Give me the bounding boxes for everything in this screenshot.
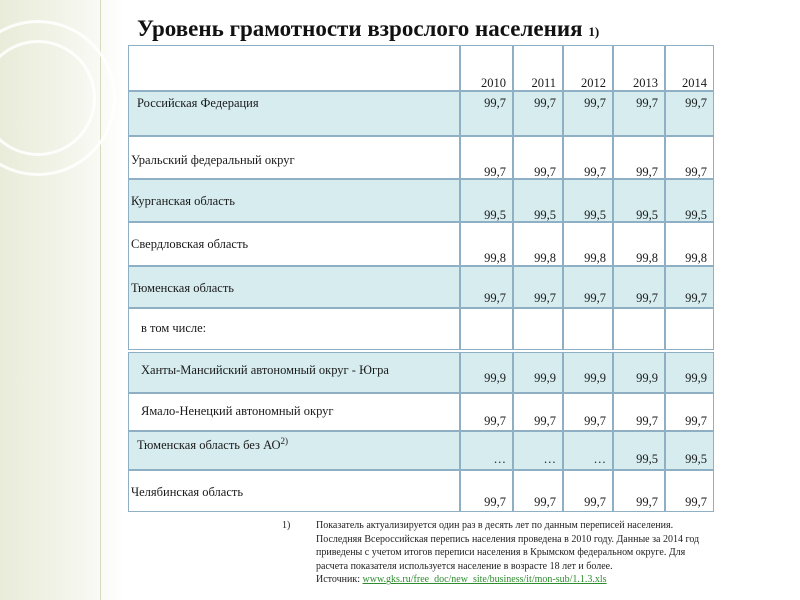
value-cell — [563, 393, 613, 431]
value-cell — [613, 431, 665, 470]
value-text: 99,7 — [636, 414, 658, 428]
table-row-label — [128, 91, 460, 136]
value-text: 99,5 — [685, 208, 707, 222]
value-text: 99,5 — [484, 208, 506, 222]
value-text: 99,7 — [484, 291, 506, 305]
value-cell — [613, 179, 665, 222]
value-text: 99,5 — [534, 208, 556, 222]
page-title — [137, 16, 599, 42]
value-cell — [563, 266, 613, 308]
value-text: 99,7 — [636, 165, 658, 179]
value-text: 99,7 — [685, 96, 707, 110]
value-cell — [665, 266, 714, 308]
source-label: Источник: — [316, 574, 361, 586]
value-cell — [665, 308, 714, 350]
footnote-mark: 1) — [282, 520, 291, 531]
decorative-background — [0, 0, 125, 600]
value-cell — [513, 393, 563, 431]
value-text: 99,7 — [484, 414, 506, 428]
value-cell — [613, 136, 665, 179]
value-text: 99,7 — [484, 495, 506, 509]
value-cell — [563, 308, 613, 350]
source-link[interactable]: www.gks.ru/free_doc/new_site/business/it/mon-sub/1.1.3.xls — [362, 574, 607, 586]
region-name: Челябинская область — [131, 485, 244, 499]
year-header-2012 — [563, 45, 613, 91]
value-cell — [563, 470, 613, 512]
value-cell — [613, 91, 665, 136]
value-text: 99,7 — [584, 291, 606, 305]
year-label: 2014 — [682, 76, 707, 90]
year-label: 2013 — [633, 76, 658, 90]
footnote — [282, 519, 792, 587]
value-cell — [613, 222, 665, 266]
value-text: 99,7 — [584, 96, 606, 110]
value-cell — [460, 179, 513, 222]
value-cell — [613, 308, 665, 350]
value-cell — [563, 91, 613, 136]
value-cell — [563, 136, 613, 179]
value-text: 99,5 — [584, 208, 606, 222]
value-cell — [613, 393, 665, 431]
region-footnote-mark: 2) — [280, 436, 288, 446]
value-cell — [460, 470, 513, 512]
value-text: 99,7 — [484, 96, 506, 110]
table-row-label — [128, 266, 460, 308]
value-cell — [665, 393, 714, 431]
value-cell — [513, 352, 563, 393]
value-cell — [460, 91, 513, 136]
value-text: 99,8 — [484, 251, 506, 265]
value-cell — [460, 308, 513, 350]
value-text: 99,7 — [534, 291, 556, 305]
value-text: 99,9 — [636, 371, 658, 385]
value-cell — [665, 179, 714, 222]
table-row-label — [128, 352, 460, 393]
region-name: Ханты-Мансийский автономный округ - Югра — [141, 363, 389, 377]
year-label: 2010 — [481, 76, 506, 90]
value-text: … — [493, 452, 506, 466]
value-cell — [513, 179, 563, 222]
value-cell — [513, 136, 563, 179]
value-cell — [665, 222, 714, 266]
value-text: 99,7 — [685, 495, 707, 509]
value-text: 99,5 — [636, 208, 658, 222]
value-cell — [513, 91, 563, 136]
year-header-2011 — [513, 45, 563, 91]
value-text: 99,7 — [584, 165, 606, 179]
year-header-2014 — [665, 45, 714, 91]
header-blank-cell — [128, 45, 460, 91]
value-text: 99,7 — [636, 291, 658, 305]
value-text: 99,5 — [636, 452, 658, 466]
value-text: 99,9 — [685, 371, 707, 385]
value-cell — [563, 179, 613, 222]
value-cell — [613, 470, 665, 512]
footnote-source — [316, 573, 792, 587]
year-header-2010 — [460, 45, 513, 91]
value-cell — [460, 266, 513, 308]
value-cell — [460, 136, 513, 179]
value-cell — [563, 222, 613, 266]
value-text: 99,7 — [636, 495, 658, 509]
value-cell — [513, 431, 563, 470]
footnote-line: Последняя Всероссийская перепись населения проведена в 2010 году. Данные за 2014 год — [316, 533, 700, 545]
value-text: 99,7 — [685, 165, 707, 179]
value-text: 99,8 — [685, 251, 707, 265]
table-row-label — [128, 431, 460, 470]
footnote-line: Показатель актуализируется один раз в десять лет по данным переписей населения. — [316, 520, 674, 531]
value-cell — [563, 352, 613, 393]
value-cell — [513, 308, 563, 350]
table-row-label — [128, 136, 460, 179]
value-cell — [460, 222, 513, 266]
value-cell — [613, 266, 665, 308]
value-text: 99,7 — [584, 495, 606, 509]
region-name: Курганская область — [131, 194, 235, 208]
value-text: 99,8 — [534, 251, 556, 265]
value-cell — [513, 222, 563, 266]
region-name: в том числе: — [141, 321, 207, 335]
value-cell — [665, 352, 714, 393]
footnote-line: приведены с учетом итогов переписи населения в Крымском федеральном округе. Для — [316, 547, 686, 559]
value-text: 99,7 — [534, 495, 556, 509]
region-name: Российская Федерация — [137, 96, 259, 110]
value-cell — [460, 431, 513, 470]
value-text: 99,8 — [584, 251, 606, 265]
value-text: 99,7 — [685, 291, 707, 305]
value-text: 99,7 — [534, 96, 556, 110]
table-row-label — [128, 393, 460, 431]
year-label: 2012 — [581, 76, 606, 90]
value-cell — [460, 352, 513, 393]
value-cell — [665, 431, 714, 470]
value-text: 99,9 — [484, 371, 506, 385]
value-text: 99,7 — [584, 414, 606, 428]
value-cell — [665, 136, 714, 179]
value-cell — [665, 91, 714, 136]
year-header-2013 — [613, 45, 665, 91]
value-text: 99,9 — [584, 371, 606, 385]
value-text: … — [543, 452, 556, 466]
table-row-label — [128, 179, 460, 222]
footnote-line: расчета показателя используется население в возрасте 18 лет и более. — [316, 560, 613, 572]
title-text: Уровень грамотности взрослого населения — [137, 16, 583, 41]
value-cell — [563, 431, 613, 470]
value-text: 99,7 — [534, 165, 556, 179]
title-footnote-mark: 1) — [588, 24, 600, 39]
region-name: Тюменская область без АО$^{2)}$ — [137, 436, 288, 453]
value-cell — [665, 470, 714, 512]
value-text: 99,7 — [685, 414, 707, 428]
value-text: 99,7 — [484, 165, 506, 179]
value-text: 99,7 — [534, 414, 556, 428]
value-cell — [513, 470, 563, 512]
region-name: Ямало-Ненецкий автономный округ — [141, 404, 334, 418]
value-text: 99,9 — [534, 371, 556, 385]
value-text: 99,5 — [685, 452, 707, 466]
table-row-label — [128, 222, 460, 266]
value-text: 99,7 — [636, 96, 658, 110]
value-text: … — [593, 452, 606, 466]
value-cell — [460, 393, 513, 431]
table-row-label — [128, 470, 460, 512]
region-name: Свердловская область — [131, 237, 249, 251]
value-cell — [613, 352, 665, 393]
value-text: 99,8 — [636, 251, 658, 265]
year-label: 2011 — [531, 76, 556, 90]
value-cell — [513, 266, 563, 308]
region-name: Тюменская область — [131, 281, 234, 295]
region-name: Уральский федеральный округ — [131, 153, 295, 167]
table-row-label — [128, 308, 460, 350]
